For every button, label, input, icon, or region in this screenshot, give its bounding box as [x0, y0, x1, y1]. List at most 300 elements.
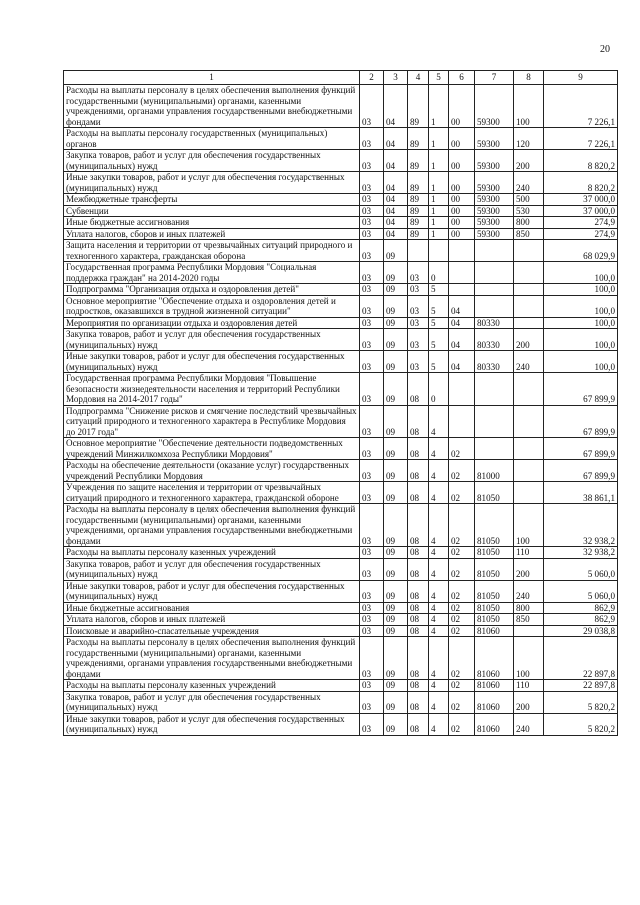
code-cell: 04	[449, 351, 475, 373]
amount-cell: 7 226,1	[544, 128, 618, 150]
code-cell: 09	[384, 373, 408, 406]
code-cell: 59300	[475, 172, 514, 194]
code-cell: 09	[384, 713, 408, 735]
amount-cell: 32 938,2	[544, 547, 618, 559]
code-cell: 09	[384, 637, 408, 680]
code-cell: 02	[449, 460, 475, 482]
code-cell	[514, 482, 544, 504]
code-cell: 00	[449, 172, 475, 194]
code-cell: 4	[429, 405, 449, 438]
row-name-cell: Основное мероприятие "Обеспечение отдыха и оздоровления детей и подростков, оказавшихся в трудной жизненной ситуации"	[64, 295, 360, 317]
code-cell	[475, 438, 514, 460]
row-name-cell: Уплата налогов, сборов и иных платежей	[64, 228, 360, 240]
amount-cell: 5 060,0	[544, 558, 618, 580]
code-cell: 1	[429, 205, 449, 217]
code-cell: 08	[408, 460, 429, 482]
code-cell: 240	[514, 580, 544, 602]
code-cell: 02	[449, 438, 475, 460]
code-cell: 03	[360, 317, 384, 329]
code-cell: 02	[449, 504, 475, 547]
code-cell: 1	[429, 217, 449, 229]
code-cell: 240	[514, 172, 544, 194]
code-cell: 800	[514, 217, 544, 229]
amount-cell: 8 820,2	[544, 172, 618, 194]
code-cell: 02	[449, 558, 475, 580]
table-header-row	[64, 71, 618, 85]
code-cell: 200	[514, 150, 544, 172]
code-cell: 03	[360, 438, 384, 460]
row-name-cell: Расходы на выплаты персоналу в целях обеспечения выполнения функций государственными (муниципальными) органами, казенными учреждениями, органами управления государственными внебюджетными фондами	[64, 637, 360, 680]
table-row	[64, 691, 618, 713]
amount-cell: 68 029,9	[544, 240, 618, 262]
table-row	[64, 150, 618, 172]
code-cell	[514, 284, 544, 296]
row-name-cell: Расходы на выплаты персоналу в целях обеспечения выполнения функций государственными (муниципальными) органами, казенными учреждениями, органами управления государственными внебюджетными фондами	[64, 504, 360, 547]
code-cell: 81050	[475, 602, 514, 614]
amount-cell: 862,9	[544, 614, 618, 626]
code-cell	[514, 295, 544, 317]
code-cell: 81060	[475, 680, 514, 692]
amount-cell: 67 899,9	[544, 438, 618, 460]
amount-cell: 100,0	[544, 295, 618, 317]
amount-cell: 22 897,8	[544, 637, 618, 680]
budget-table	[63, 70, 618, 736]
code-cell: 03	[360, 172, 384, 194]
code-cell: 03	[360, 295, 384, 317]
code-cell: 110	[514, 680, 544, 692]
code-cell	[475, 295, 514, 317]
code-cell: 1	[429, 128, 449, 150]
code-cell	[514, 460, 544, 482]
row-name-cell: Основное мероприятие "Обеспечение деятельности подведомственных учреждений Минжилкомхоза Республики Мордовия"	[64, 438, 360, 460]
code-cell: 200	[514, 691, 544, 713]
code-cell	[429, 240, 449, 262]
code-cell: 80330	[475, 351, 514, 373]
code-cell	[475, 373, 514, 406]
table-row	[64, 317, 618, 329]
table-row	[64, 558, 618, 580]
code-cell: 03	[360, 262, 384, 284]
header-cell: 7	[475, 71, 514, 85]
row-name-cell: Расходы на обеспечение деятельности (оказание услуг) государственных учреждений Республики Мордовия	[64, 460, 360, 482]
code-cell: 09	[384, 438, 408, 460]
amount-cell: 5 820,2	[544, 713, 618, 735]
code-cell: 03	[360, 580, 384, 602]
row-name-cell: Расходы на выплаты персоналу казенных учреждений	[64, 680, 360, 692]
table-row	[64, 228, 618, 240]
code-cell: 08	[408, 558, 429, 580]
row-name-cell: Закупка товаров, работ и услуг для обеспечения государственных (муниципальных) нужд	[64, 558, 360, 580]
table-row	[64, 295, 618, 317]
code-cell: 03	[408, 351, 429, 373]
code-cell: 03	[360, 602, 384, 614]
code-cell: 03	[360, 637, 384, 680]
table-row	[64, 438, 618, 460]
amount-cell: 67 899,9	[544, 373, 618, 406]
amount-cell: 274,9	[544, 217, 618, 229]
table-row	[64, 713, 618, 735]
code-cell: 200	[514, 558, 544, 580]
row-name-cell: Субвенции	[64, 205, 360, 217]
code-cell: 59300	[475, 150, 514, 172]
table-row	[64, 85, 618, 128]
amount-cell: 7 226,1	[544, 85, 618, 128]
code-cell: 89	[408, 205, 429, 217]
code-cell: 03	[360, 547, 384, 559]
code-cell: 08	[408, 482, 429, 504]
row-name-cell: Уплата налогов, сборов и иных платежей	[64, 614, 360, 626]
code-cell: 03	[360, 625, 384, 637]
amount-cell: 100,0	[544, 284, 618, 296]
code-cell: 04	[384, 85, 408, 128]
amount-cell: 67 899,9	[544, 405, 618, 438]
code-cell	[475, 405, 514, 438]
amount-cell: 67 899,9	[544, 460, 618, 482]
code-cell: 03	[360, 228, 384, 240]
code-cell	[514, 240, 544, 262]
code-cell: 03	[360, 713, 384, 735]
code-cell	[449, 284, 475, 296]
table-row	[64, 262, 618, 284]
code-cell: 03	[408, 295, 429, 317]
code-cell: 08	[408, 438, 429, 460]
code-cell: 04	[449, 317, 475, 329]
table-row	[64, 373, 618, 406]
row-name-cell: Закупка товаров, работ и услуг для обеспечения государственных (муниципальных) нужд	[64, 150, 360, 172]
row-name-cell: Иные бюджетные ассигнования	[64, 602, 360, 614]
code-cell: 04	[384, 150, 408, 172]
page-number: 20	[600, 44, 610, 55]
code-cell: 59300	[475, 228, 514, 240]
code-cell	[514, 373, 544, 406]
header-cell: 5	[429, 71, 449, 85]
code-cell: 02	[449, 482, 475, 504]
code-cell: 08	[408, 713, 429, 735]
code-cell: 81050	[475, 504, 514, 547]
code-cell: 03	[360, 240, 384, 262]
code-cell: 81050	[475, 580, 514, 602]
code-cell: 03	[360, 680, 384, 692]
row-name-cell: Иные закупки товаров, работ и услуг для обеспечения государственных (муниципальных) нужд	[64, 580, 360, 602]
code-cell: 09	[384, 680, 408, 692]
code-cell: 1	[429, 172, 449, 194]
code-cell: 240	[514, 351, 544, 373]
code-cell: 08	[408, 614, 429, 626]
code-cell: 03	[408, 284, 429, 296]
code-cell: 03	[360, 205, 384, 217]
code-cell: 02	[449, 602, 475, 614]
table-row	[64, 284, 618, 296]
code-cell: 100	[514, 85, 544, 128]
code-cell	[449, 262, 475, 284]
code-cell: 81050	[475, 547, 514, 559]
code-cell: 09	[384, 240, 408, 262]
code-cell: 00	[449, 205, 475, 217]
table-row	[64, 482, 618, 504]
code-cell: 81000	[475, 460, 514, 482]
table-row	[64, 547, 618, 559]
code-cell: 04	[384, 194, 408, 206]
code-cell: 03	[360, 558, 384, 580]
code-cell: 02	[449, 625, 475, 637]
table-row	[64, 405, 618, 438]
code-cell: 03	[360, 217, 384, 229]
code-cell: 03	[360, 405, 384, 438]
code-cell: 02	[449, 691, 475, 713]
code-cell: 03	[360, 329, 384, 351]
code-cell: 4	[429, 614, 449, 626]
code-cell: 02	[449, 713, 475, 735]
budget-table-container	[63, 70, 617, 736]
header-cell: 3	[384, 71, 408, 85]
code-cell: 02	[449, 580, 475, 602]
code-cell: 110	[514, 547, 544, 559]
code-cell: 04	[384, 172, 408, 194]
code-cell: 59300	[475, 205, 514, 217]
code-cell: 5	[429, 317, 449, 329]
code-cell: 08	[408, 680, 429, 692]
table-row	[64, 504, 618, 547]
amount-cell: 32 938,2	[544, 504, 618, 547]
code-cell: 89	[408, 150, 429, 172]
code-cell: 08	[408, 547, 429, 559]
table-row	[64, 351, 618, 373]
row-name-cell: Иные закупки товаров, работ и услуг для обеспечения государственных (муниципальных) нужд	[64, 172, 360, 194]
code-cell: 09	[384, 504, 408, 547]
code-cell: 530	[514, 205, 544, 217]
code-cell: 89	[408, 228, 429, 240]
amount-cell: 5 820,2	[544, 691, 618, 713]
table-row	[64, 580, 618, 602]
code-cell: 89	[408, 217, 429, 229]
code-cell: 4	[429, 625, 449, 637]
code-cell: 02	[449, 637, 475, 680]
code-cell: 1	[429, 150, 449, 172]
code-cell: 850	[514, 228, 544, 240]
code-cell	[449, 240, 475, 262]
table-row	[64, 460, 618, 482]
code-cell: 09	[384, 691, 408, 713]
code-cell: 03	[360, 504, 384, 547]
row-name-cell: Подпрограмма "Снижение рисков и смягчение последствий чрезвычайных ситуаций природного и техногенного характера в Республике Мордовия до 2017 года"	[64, 405, 360, 438]
code-cell: 80330	[475, 317, 514, 329]
code-cell	[475, 262, 514, 284]
code-cell: 09	[384, 262, 408, 284]
code-cell: 800	[514, 602, 544, 614]
code-cell: 02	[449, 547, 475, 559]
code-cell: 4	[429, 637, 449, 680]
code-cell: 08	[408, 625, 429, 637]
code-cell: 0	[429, 373, 449, 406]
code-cell: 03	[408, 262, 429, 284]
table-row	[64, 172, 618, 194]
code-cell: 08	[408, 602, 429, 614]
code-cell: 4	[429, 580, 449, 602]
code-cell: 4	[429, 713, 449, 735]
code-cell	[514, 405, 544, 438]
code-cell: 59300	[475, 194, 514, 206]
code-cell	[514, 438, 544, 460]
code-cell	[514, 625, 544, 637]
code-cell: 4	[429, 558, 449, 580]
code-cell: 89	[408, 128, 429, 150]
code-cell: 4	[429, 547, 449, 559]
code-cell: 03	[360, 691, 384, 713]
amount-cell: 8 820,2	[544, 150, 618, 172]
row-name-cell: Подпрограмма "Организация отдыха и оздоровления детей"	[64, 284, 360, 296]
code-cell: 5	[429, 329, 449, 351]
row-name-cell: Расходы на выплаты персоналу государственных (муниципальных) органов	[64, 128, 360, 150]
table-row	[64, 205, 618, 217]
row-name-cell: Защита населения и территории от чрезвычайных ситуаций природного и техногенного характера, гражданская оборона	[64, 240, 360, 262]
code-cell: 00	[449, 128, 475, 150]
code-cell: 02	[449, 680, 475, 692]
code-cell: 00	[449, 228, 475, 240]
code-cell: 89	[408, 85, 429, 128]
code-cell: 00	[449, 217, 475, 229]
row-name-cell: Расходы на выплаты персоналу казенных учреждений	[64, 547, 360, 559]
code-cell: 08	[408, 691, 429, 713]
row-name-cell: Закупка товаров, работ и услуг для обеспечения государственных (муниципальных) нужд	[64, 691, 360, 713]
row-name-cell: Государственная программа Республики Мордовия "Повышение безопасности жизнедеятельности населения и территорий Республики Мордовия на 2014-2017 годы"	[64, 373, 360, 406]
code-cell	[449, 373, 475, 406]
row-name-cell: Поисковые и аварийно-спасательные учреждения	[64, 625, 360, 637]
code-cell: 0	[429, 262, 449, 284]
amount-cell: 100,0	[544, 351, 618, 373]
amount-cell: 100,0	[544, 329, 618, 351]
code-cell: 09	[384, 329, 408, 351]
code-cell: 00	[449, 85, 475, 128]
code-cell: 81060	[475, 691, 514, 713]
code-cell: 03	[360, 194, 384, 206]
code-cell: 09	[384, 482, 408, 504]
table-row	[64, 680, 618, 692]
code-cell: 4	[429, 602, 449, 614]
code-cell: 03	[360, 85, 384, 128]
code-cell: 120	[514, 128, 544, 150]
code-cell: 08	[408, 405, 429, 438]
table-row	[64, 217, 618, 229]
code-cell: 81060	[475, 625, 514, 637]
code-cell: 89	[408, 194, 429, 206]
code-cell: 03	[360, 482, 384, 504]
table-row	[64, 128, 618, 150]
code-cell: 100	[514, 637, 544, 680]
code-cell: 09	[384, 460, 408, 482]
amount-cell: 37 000,0	[544, 205, 618, 217]
table-row	[64, 637, 618, 680]
code-cell: 04	[449, 295, 475, 317]
code-cell	[475, 284, 514, 296]
code-cell: 09	[384, 625, 408, 637]
code-cell: 240	[514, 713, 544, 735]
code-cell: 850	[514, 614, 544, 626]
code-cell: 08	[408, 637, 429, 680]
code-cell: 04	[384, 205, 408, 217]
table-row	[64, 329, 618, 351]
header-cell: 6	[449, 71, 475, 85]
code-cell: 04	[449, 329, 475, 351]
code-cell: 09	[384, 547, 408, 559]
code-cell: 09	[384, 405, 408, 438]
code-cell: 09	[384, 295, 408, 317]
table-row	[64, 625, 618, 637]
code-cell: 09	[384, 602, 408, 614]
code-cell: 59300	[475, 217, 514, 229]
code-cell: 09	[384, 284, 408, 296]
row-name-cell: Закупка товаров, работ и услуг для обеспечения государственных (муниципальных) нужд	[64, 329, 360, 351]
code-cell: 81050	[475, 558, 514, 580]
table-body	[64, 85, 618, 736]
header-cell: 8	[514, 71, 544, 85]
table-row	[64, 602, 618, 614]
code-cell: 03	[360, 614, 384, 626]
code-cell: 08	[408, 580, 429, 602]
code-cell	[514, 262, 544, 284]
code-cell: 08	[408, 504, 429, 547]
code-cell: 03	[360, 373, 384, 406]
code-cell: 03	[360, 460, 384, 482]
header-cell: 1	[64, 71, 360, 85]
code-cell: 59300	[475, 128, 514, 150]
header-cell: 4	[408, 71, 429, 85]
code-cell: 4	[429, 482, 449, 504]
code-cell	[475, 240, 514, 262]
table-row	[64, 240, 618, 262]
code-cell: 1	[429, 228, 449, 240]
code-cell	[408, 240, 429, 262]
row-name-cell: Учреждения по защите населения и территории от чрезвычайных ситуаций природного и техногенного характера, гражданской обороне	[64, 482, 360, 504]
code-cell: 4	[429, 460, 449, 482]
amount-cell: 38 861,1	[544, 482, 618, 504]
code-cell: 1	[429, 85, 449, 128]
code-cell: 03	[360, 128, 384, 150]
code-cell: 09	[384, 580, 408, 602]
code-cell: 1	[429, 194, 449, 206]
row-name-cell: Иные закупки товаров, работ и услуг для обеспечения государственных (муниципальных) нужд	[64, 351, 360, 373]
code-cell: 09	[384, 317, 408, 329]
code-cell: 81060	[475, 713, 514, 735]
table-row	[64, 614, 618, 626]
row-name-cell: Расходы на выплаты персоналу в целях обеспечения выполнения функций государственными (муниципальными) органами, казенными учреждениями, органами управления государственными внебюджетными фондами	[64, 85, 360, 128]
code-cell: 59300	[475, 85, 514, 128]
code-cell: 03	[408, 317, 429, 329]
row-name-cell: Иные бюджетные ассигнования	[64, 217, 360, 229]
code-cell: 500	[514, 194, 544, 206]
code-cell	[514, 317, 544, 329]
code-cell: 09	[384, 558, 408, 580]
code-cell: 04	[384, 128, 408, 150]
code-cell	[449, 405, 475, 438]
code-cell: 80330	[475, 329, 514, 351]
code-cell: 5	[429, 295, 449, 317]
amount-cell: 22 897,8	[544, 680, 618, 692]
code-cell: 4	[429, 691, 449, 713]
code-cell: 200	[514, 329, 544, 351]
amount-cell: 100,0	[544, 317, 618, 329]
code-cell: 02	[449, 614, 475, 626]
code-cell: 03	[360, 284, 384, 296]
code-cell: 03	[360, 150, 384, 172]
code-cell: 04	[384, 228, 408, 240]
code-cell: 03	[360, 351, 384, 373]
row-name-cell: Межбюджетные трансферты	[64, 194, 360, 206]
code-cell: 00	[449, 150, 475, 172]
row-name-cell: Иные закупки товаров, работ и услуг для обеспечения государственных (муниципальных) нужд	[64, 713, 360, 735]
row-name-cell: Мероприятия по организации отдыха и оздоровления детей	[64, 317, 360, 329]
table-row	[64, 194, 618, 206]
amount-cell: 29 038,8	[544, 625, 618, 637]
